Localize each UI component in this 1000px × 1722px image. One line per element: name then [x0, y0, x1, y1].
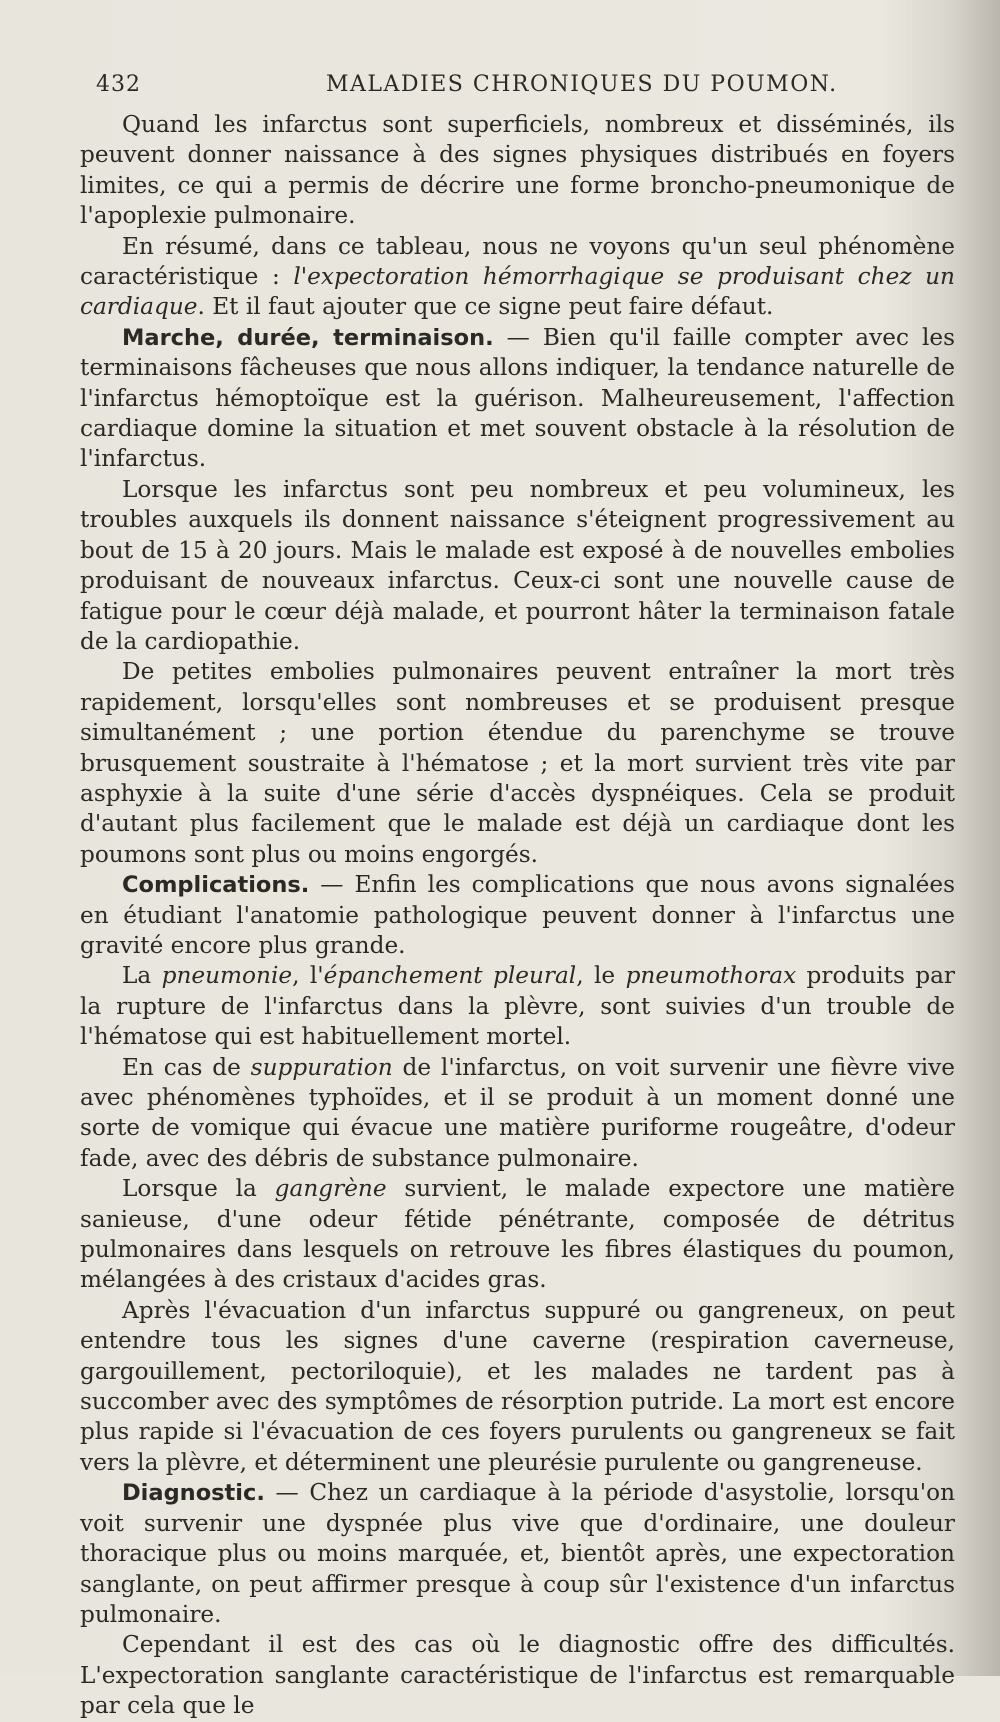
italic-text: suppuration [250, 1053, 393, 1081]
paragraph [80, 1174, 955, 1296]
italic-text: l'expectoration hémorrhagique se produisant chez un cardiaque [80, 263, 955, 321]
paragraph [80, 657, 955, 870]
paragraph [80, 323, 955, 475]
paragraph [80, 1053, 955, 1175]
text-run: , le [576, 962, 626, 990]
section-heading: Complications. [122, 872, 310, 899]
text-run: — Bien qu'il faille compter avec les terminaisons fâcheuses que nous allons indiquer, la tendance naturelle de l'infarctus hémoptoïque est la guérison. Malheureusement, l'affection cardiaque domine la situation et met souvent obstacle à la résolution de l'infarctus. [80, 323, 955, 473]
paragraph [80, 232, 955, 323]
italic-text: pneumonie [161, 962, 293, 990]
section-heading: Diagnostic. [122, 1480, 265, 1507]
text-run: Lorsque la [122, 1175, 275, 1203]
text-run: Après l'évacuation d'un infarctus suppuré ou gangreneux, on peut entendre tous les signes d'une caverne (respiration caverneuse, gargouillement, pectoriloquie), et les malades ne tardent pas à succomber avec des symptômes de résorption putride. La mort est encore plus rapide si l'évacuation de ces foyers purulents ou gangreneux se fait vers la plèvre, et déterminent une pleurésie purulente ou gangreneuse. [80, 1296, 955, 1476]
paragraph [80, 870, 955, 961]
text-run: Cependant il est des cas où le diagnostic offre des difficultés. L'expectoration sanglante caractéristique de l'infarctus est remarquable par cela que le [80, 1631, 955, 1720]
page-header [96, 72, 976, 104]
text-run: Quand les infarctus sont superficiels, nombreux et disséminés, ils peuvent donner naissance à des signes physiques distribués en foyers limites, ce qui a permis de décrire une forme broncho-pneumonique de l'apoplexie pulmonaire. [80, 111, 955, 230]
paragraph [80, 1478, 955, 1630]
text-run: produits par la rupture de l'infarctus dans la plèvre, sont suivies d'un trouble de l'hématose qui est habituellement mortel. [80, 962, 955, 1051]
paragraph [80, 1296, 955, 1478]
italic-text: gangrène [274, 1175, 387, 1203]
paragraph [80, 961, 955, 1052]
text-run: de l'infarctus, on voit survenir une fièvre vive avec phénomènes typhoïdes, et il se produit à un moment donné une sorte de vomique qui évacue une matière puriforme rougeâtre, d'odeur fade, avec des débris de substance pulmonaire. [80, 1053, 955, 1172]
body-text [80, 110, 955, 1722]
running-title: MALADIES CHRONIQUES DU POUMON. [326, 72, 838, 97]
text-run: . Et il faut ajouter que ce signe peut faire défaut. [197, 293, 774, 321]
text-run: , l' [292, 962, 324, 990]
section-heading: Marche, durée, terminaison. [122, 324, 494, 351]
italic-text: épanchement pleural [323, 962, 577, 990]
text-run: survient, le malade expectore une matière sanieuse, d'une odeur fétide pénétrante, composée de détritus pulmonaires dans lesquels on retrouve les fibres élastiques du poumon, mélangées à des cristaux d'acides gras. [80, 1175, 955, 1294]
text-run: — Chez un cardiaque à la période d'asystolie, lorsqu'on voit survenir une dyspnée plus vive que d'ordinaire, une douleur thoracique plus ou moins marquée, et, bientôt après, une expectoration sanglante, on peut affirmer presque à coup sûr l'existence d'un infarctus pulmonaire. [80, 1479, 955, 1628]
page-number: 432 [96, 72, 141, 97]
text-run: En cas de [122, 1053, 251, 1081]
text-run: Lorsque les infarctus sont peu nombreux et peu volumineux, les troubles auxquels ils donnent naissance s'éteignent progressivement au bout de 15 à 20 jours. Mais le malade est exposé à de nouvelles embolies produisant de nouveaux infarctus. Ceux-ci sont une nouvelle cause de fatigue pour le cœur déjà malade, et pourront hâter la terminaison fatale de la cardiopathie. [80, 475, 955, 655]
text-run: La [122, 962, 162, 990]
paragraph [80, 110, 955, 232]
italic-text: pneumothorax [625, 962, 797, 990]
paragraph [80, 475, 955, 657]
text-run: En résumé, dans ce tableau, nous ne voyons qu'un seul phénomène caractéristique : [80, 232, 955, 291]
text-run: De petites embolies pulmonaires peuvent entraîner la mort très rapidement, lorsqu'elles sont nombreuses et se produisent presque simultanément ; une portion étendue du parenchyme se trouve brusquement soustraite à l'hématose ; et la mort survient très vite par asphyxie à la suite d'une série d'accès dyspnéiques. Cela se produit d'autant plus facilement que le malade est déjà un cardiaque dont les poumons sont plus ou moins engorgés. [80, 658, 955, 868]
text-run: — Enfin les complications que nous avons signalées en étudiant l'anatomie pathologique peuvent donner à l'infarctus une gravité encore plus grande. [80, 871, 955, 959]
